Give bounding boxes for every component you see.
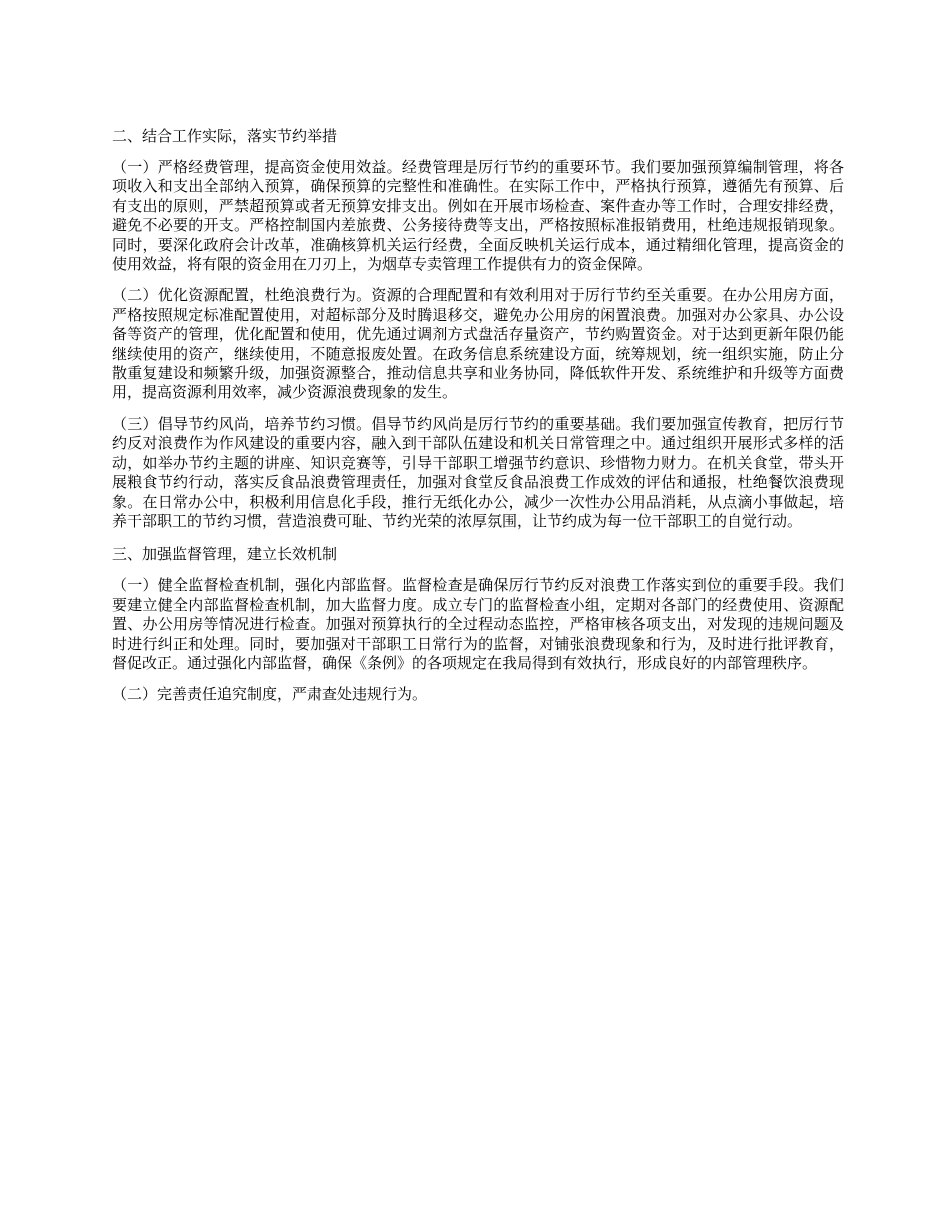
paragraph-resource-allocation: （二）优化资源配置，杜绝浪费行为。资源的合理配置和有效利用对于厉行节约至关重要。在办公用房方面，严格按照规定标准配置使用，对超标部分及时腾退移交，避免办公用房的闲置浪费。加强对办公家具、办公设备等资产的管理，优化配置和使用，优先通过调剂方式盘活存量资产，节约购置资金。对于达到更新年限仍能继续使用的资产，继续使用，不随意报废处置。在政务信息系统建设方面，统筹规划，统一组织实施，防止分散重复建设和频繁升级，加强资源整合，推动信息共享和业务协同，降低软件开发、系统维护和升级等方面费用，提高资源利用效率，减少资源浪费现象的发生。 [112,286,844,402]
document-page [112,125,844,717]
section-heading-2: 二、结合工作实际，落实节约举措 [112,127,338,145]
paragraph-funds-management: （一）严格经费管理，提高资金使用效益。经费管理是厉行节约的重要环节。我们要加强预算编制管理，将各项收入和支出全部纳入预算，确保预算的完整性和准确性。在实际工作中，严格执行预算，遵循先有预算、后有支出的原则，严禁超预算或者无预算安排支出。例如在开展市场检查、案件查办等工作时，合理安排经费，避免不必要的开支。严格控制国内差旅费、公务接待费等支出，严格按照标准报销费用，杜绝违规报销现象。同时，要深化政府会计改革，准确核算机关运行经费，全面反映机关运行成本，通过精细化管理，提高资金的使用效益，将有限的资金用在刀刃上，为烟草专卖管理工作提供有力的资金保障。 [112,158,844,274]
section-heading-3: 三、加强监督管理，建立长效机制 [112,545,338,564]
paragraph-accountability: （二）完善责任追究制度，严肃查处违规行为。 [112,685,428,704]
paragraph-thrift-culture: （三）倡导节约风尚，培养节约习惯。倡导节约风尚是厉行节约的重要基础。我们要加强宣传教育，把厉行节约反对浪费作为作风建设的重要内容，融入到干部队伍建设和机关日常管理之中。通过组织开展形式多样的活动，如举办节约主题的讲座、知识竞赛等，引导干部职工增强节约意识、珍惜物力财力。在机关食堂，带头开展粮食节约行动，落实反食品浪费管理责任，加强对食堂反食品浪费工作成效的评估和通报，杜绝餐饮浪费现象。在日常办公中，积极利用信息化手段，推行无纸化办公，减少一次性办公用品消耗，从点滴小事做起，培养干部职工的节约习惯，营造浪费可耻、节约光荣的浓厚氛围，让节约成为每一位干部职工的自觉行动。 [112,414,844,530]
paragraph-supervision: （一）健全监督检查机制，强化内部监督。监督检查是确保厉行节约反对浪费工作落实到位的重要手段。我们要建立健全内部监督检查机制，加大监督力度。成立专门的监督检查小组，定期对各部门的经费使用、资源配置、办公用房等情况进行检查。加强对预算执行的全过程动态监控，严格审核各项支出，对发现的违规问题及时进行纠正和处理。同时，要加强对干部职工日常行为的监督，对铺张浪费现象和行为，及时进行批评教育，督促改正。通过强化内部监督，确保《条例》的各项规定在我局得到有效执行，形成良好的内部管理秩序。 [112,576,844,672]
